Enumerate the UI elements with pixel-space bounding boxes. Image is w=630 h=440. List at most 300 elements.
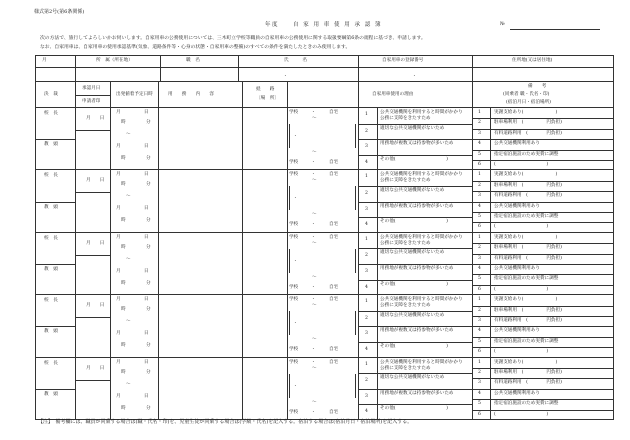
dep-minute-1: 分 xyxy=(146,120,151,125)
row-divider xyxy=(287,295,288,357)
remark-text-2-6: ( ) xyxy=(494,224,549,230)
route-school-end-4: 学校 xyxy=(289,347,299,353)
ret-minute-2: 分 xyxy=(146,218,151,224)
reason-check-5-4[interactable] xyxy=(378,405,380,419)
remark-text-3-2: 駐車場利用 ( 円負担) xyxy=(494,245,562,251)
remark-no-5-5: 5 xyxy=(478,401,481,407)
route-dot-start-1: ・ xyxy=(311,110,316,115)
remark-no-1-5: 5 xyxy=(478,151,481,157)
route-tilde-2-5: 〜 xyxy=(312,399,317,405)
route-dot-end-5: ・ xyxy=(311,409,316,415)
route-tilde-1-5: 〜 xyxy=(312,365,317,371)
remark-check-4-5[interactable] xyxy=(491,338,493,346)
reason-check-2-4[interactable] xyxy=(378,218,380,232)
col-remarks-sub1: (同乗者 職・氏名・印) xyxy=(503,92,550,97)
remark-text-3-4: 公共交通機関利用あり xyxy=(494,266,540,271)
route-dot-end-4: ・ xyxy=(311,347,316,353)
remark-check-3-2[interactable] xyxy=(491,244,493,252)
reason-check-2-1[interactable] xyxy=(378,171,380,185)
remark-check-5-2[interactable] xyxy=(491,369,493,377)
remark-rule xyxy=(472,212,614,213)
reason-rule xyxy=(358,264,472,265)
dep-time-5: 時 xyxy=(121,369,126,375)
col-affiliation: 所 属（所在地） xyxy=(96,58,133,63)
principal-label-1: 校 長 xyxy=(44,111,58,116)
reason-check-1-1[interactable] xyxy=(378,109,380,123)
document-number-line xyxy=(510,29,600,30)
reason-text-2-2: 適切な公共交通機関がないため xyxy=(380,188,445,193)
route-school-start-4: 学校 xyxy=(289,297,299,303)
ret-minute-5: 分 xyxy=(146,405,151,411)
route-tilde-2-4: 〜 xyxy=(312,337,317,343)
remark-check-5-5[interactable] xyxy=(491,400,493,408)
route-dot-mid-4: ・ xyxy=(293,321,298,327)
remark-text-2-1: 実謝支給あり( ) xyxy=(494,172,558,178)
remark-check-2-5[interactable] xyxy=(491,213,493,221)
remark-check-5-3[interactable] xyxy=(491,379,493,387)
approval-split xyxy=(35,202,75,203)
dep-minute-4: 分 xyxy=(146,307,151,313)
col-application-date: 承認月日 xyxy=(82,86,101,91)
route-dot-mid-2: ・ xyxy=(293,196,298,202)
remark-no-1-3: 3 xyxy=(478,130,481,136)
route-home-end-4: 自宅 xyxy=(329,347,339,353)
remark-rule xyxy=(472,316,614,317)
route-home-start-4: 自宅 xyxy=(329,297,339,303)
remark-check-3-5[interactable] xyxy=(491,275,493,283)
date-seal-split xyxy=(75,317,110,318)
route-place-bracket-2[interactable] xyxy=(289,186,356,210)
date-seal-split xyxy=(75,192,110,193)
reason-no-2-3: 3 xyxy=(365,206,368,212)
dep-tilde-5: 〜 xyxy=(126,381,131,387)
remark-check-1-6[interactable] xyxy=(491,161,493,169)
ret-day-1: 日 xyxy=(144,144,149,149)
dep-tilde-3: 〜 xyxy=(126,256,131,262)
affiliation-input[interactable] xyxy=(76,69,159,81)
route-home-end-5: 自宅 xyxy=(329,409,339,415)
col-address: 住所地(又は居住地) xyxy=(512,58,553,63)
header-divider xyxy=(75,55,76,68)
remark-no-5-1: 1 xyxy=(478,359,481,365)
principal-label-4: 校 長 xyxy=(44,298,58,304)
reason-text-5-2: 適切な公共交通機関がないため xyxy=(380,375,445,381)
remark-text-1-1: 実謝支給あり( ) xyxy=(494,110,558,115)
reason-check-1-3[interactable] xyxy=(378,140,380,154)
applicant-seal-input-5[interactable] xyxy=(76,390,109,419)
reason-no-5-2: 2 xyxy=(365,378,368,384)
remark-text-5-6: ( ) xyxy=(494,411,549,417)
header-divider xyxy=(472,55,473,68)
header-divider xyxy=(158,82,159,108)
head-teacher-label-2: 教 頭 xyxy=(44,204,58,210)
reason-no-2-1: 1 xyxy=(365,174,368,180)
remark-check-4-4[interactable] xyxy=(491,327,493,335)
route-home-end-1: 自宅 xyxy=(329,160,339,165)
reason-rule xyxy=(358,202,472,203)
reason-check-4-2[interactable] xyxy=(378,312,380,326)
ret-month-3: 月 xyxy=(116,268,121,274)
header-divider xyxy=(358,82,359,108)
reason-text-4-2: 適切な公共交通機関がないため xyxy=(380,312,445,318)
ret-month-1: 月 xyxy=(116,144,121,149)
remark-no-4-3: 3 xyxy=(478,318,481,323)
header-divider xyxy=(358,55,359,68)
remark-check-4-1[interactable] xyxy=(491,296,493,304)
reason-no-5-3: 3 xyxy=(365,393,368,399)
remark-rule xyxy=(472,337,614,338)
applicant-seal-input-2[interactable] xyxy=(76,202,109,231)
col-name: 氏 名 xyxy=(284,58,307,63)
route-home-start-1: 自宅 xyxy=(329,110,339,115)
remark-no-1-4: 4 xyxy=(478,141,481,147)
principal-label-3: 校 長 xyxy=(44,235,58,241)
reason-text2-3: 公務に支障をきたすため xyxy=(380,240,431,246)
remark-text-1-2: 駐車場利用 ( 円負担) xyxy=(494,120,562,126)
remark-text-3-6: ( ) xyxy=(494,286,549,292)
reason-text-2-1: 公共交通機関を利用すると時間がかかり xyxy=(380,172,463,178)
reason-check-3-2[interactable] xyxy=(378,249,380,263)
remark-check-1-4[interactable] xyxy=(491,140,493,148)
reason-check-5-1[interactable] xyxy=(378,359,380,373)
reason-no-3-4: 4 xyxy=(365,284,368,290)
reason-no-5-1: 1 xyxy=(365,361,368,367)
col-route: 経 路 xyxy=(256,87,275,92)
date-seal-split xyxy=(75,380,110,381)
reason-no-3-3: 3 xyxy=(365,269,368,274)
dep-month-4: 月 xyxy=(116,297,121,303)
reason-no-4-2: 2 xyxy=(365,315,368,321)
remark-check-3-1[interactable] xyxy=(491,234,493,242)
row-divider xyxy=(242,108,243,170)
reason-check-2-3[interactable] xyxy=(378,203,380,217)
business-input-4[interactable] xyxy=(159,296,241,356)
reason-text-1-3: 用務地が複数又は持参物が多いため xyxy=(380,141,454,147)
col-approval: 決 裁 xyxy=(44,92,58,97)
route-school-end-5: 学校 xyxy=(289,409,299,415)
row-divider xyxy=(110,233,111,295)
business-input-3[interactable] xyxy=(159,234,241,294)
remark-rule xyxy=(472,410,614,411)
ret-minute-1: 分 xyxy=(146,156,151,161)
route-place-bracket-5[interactable] xyxy=(289,374,356,398)
header-divider xyxy=(160,55,161,68)
remark-no-4-4: 4 xyxy=(478,328,481,334)
remark-rule xyxy=(472,368,614,369)
remark-check-4-6[interactable] xyxy=(491,348,493,356)
principal-seal-1[interactable] xyxy=(36,118,74,138)
row-divider xyxy=(242,358,243,420)
remark-rule xyxy=(472,202,614,203)
principal-seal-3[interactable] xyxy=(36,243,74,263)
route-dot-start-3: ・ xyxy=(311,234,316,240)
route-home-start-2: 自宅 xyxy=(329,172,339,178)
remark-text-3-5: 指定宿泊施設のため実費に調整 xyxy=(494,276,559,282)
reason-rule xyxy=(358,155,472,156)
remark-check-3-4[interactable] xyxy=(491,265,493,273)
name-separator: ・ xyxy=(283,74,288,79)
remark-no-1-1: 1 xyxy=(478,110,481,115)
remark-text-1-3: 有料道路利用 ( 円負担) xyxy=(494,130,562,136)
job-input[interactable] xyxy=(161,69,237,81)
dep-day-1: 日 xyxy=(144,110,149,115)
reason-text-1-4: その他( ) xyxy=(380,156,448,162)
remark-no-2-6: 6 xyxy=(478,224,481,230)
header-divider xyxy=(242,82,243,108)
dep-minute-3: 分 xyxy=(146,244,151,250)
route-school-start-1: 学校 xyxy=(289,110,299,115)
remark-rule xyxy=(472,181,614,182)
row-divider xyxy=(287,233,288,295)
applicant-seal-input-3[interactable] xyxy=(76,265,109,294)
route-school-start-5: 学校 xyxy=(289,359,299,365)
approval-split xyxy=(35,389,75,390)
remark-text-4-1: 実謝支給あり( ) xyxy=(494,297,558,303)
route-tilde-1-4: 〜 xyxy=(312,303,317,309)
reason-check-4-4[interactable] xyxy=(378,343,380,357)
head-teacher-seal-1[interactable] xyxy=(36,149,74,169)
reason-check-1-4[interactable] xyxy=(378,156,380,170)
remark-check-1-1[interactable] xyxy=(491,109,493,117)
date-seal-split xyxy=(75,255,110,256)
remark-text-2-5: 指定宿泊施設のため実費に調整 xyxy=(494,214,559,219)
business-input-1[interactable] xyxy=(159,109,241,169)
remark-check-2-3[interactable] xyxy=(491,192,493,200)
remark-no-3-2: 2 xyxy=(478,245,481,251)
dep-day-3: 日 xyxy=(144,234,149,240)
reason-rule xyxy=(358,280,472,281)
applicant-seal-input-4[interactable] xyxy=(76,327,109,356)
ret-time-4: 時 xyxy=(121,343,126,349)
reason-no-1-1: 1 xyxy=(365,112,368,117)
reason-no-5-4: 4 xyxy=(365,409,368,415)
remark-no-2-5: 5 xyxy=(478,214,481,219)
application-date-2: 月 日 xyxy=(86,178,105,184)
principal-seal-4[interactable] xyxy=(36,305,74,325)
remark-no-5-3: 3 xyxy=(478,380,481,386)
remark-no-5-2: 2 xyxy=(478,370,481,375)
col-departure: 出発値着予定日時 xyxy=(116,92,153,97)
date-seal-split xyxy=(75,130,110,131)
application-date-1: 月 日 xyxy=(86,116,105,121)
remark-check-1-2[interactable] xyxy=(491,119,493,127)
intro-line-2: なお、自家用車は、自家用車の使用承認基準(気象、道路条件等・心身の状態・自家用車の整備)のすべての条件を満たしたときのみ使用します。 xyxy=(40,45,351,50)
head-teacher-seal-5[interactable] xyxy=(36,399,74,419)
route-tilde-2-3: 〜 xyxy=(312,274,317,280)
dep-time-1: 時 xyxy=(121,120,126,125)
remark-rule xyxy=(472,306,614,307)
form-label: 様式第2号(第6条関係) xyxy=(34,9,85,15)
reason-check-3-4[interactable] xyxy=(378,281,380,295)
remark-check-5-6[interactable] xyxy=(491,411,493,419)
reason-text-2-4: その他( ) xyxy=(380,219,448,225)
remark-rule xyxy=(472,254,614,255)
remark-check-3-3[interactable] xyxy=(491,255,493,263)
route-tilde-2-1: 〜 xyxy=(312,150,317,155)
remark-rule xyxy=(472,264,614,265)
reason-check-3-1[interactable] xyxy=(378,234,380,248)
reason-text-1-2: 適切な公共交通機関がないため xyxy=(380,125,445,131)
ret-time-3: 時 xyxy=(121,280,126,286)
route-school-end-2: 学校 xyxy=(289,222,299,228)
reason-check-5-2[interactable] xyxy=(378,374,380,388)
remark-check-1-3[interactable] xyxy=(491,130,493,138)
remark-rule xyxy=(472,129,614,130)
row-divider xyxy=(110,358,111,420)
reason-no-4-1: 1 xyxy=(365,299,368,305)
document-number-label: № xyxy=(500,21,505,27)
reason-text2-4: 公務に支障をきたすため xyxy=(380,303,431,309)
remark-no-2-2: 2 xyxy=(478,182,481,188)
remark-no-3-6: 6 xyxy=(478,286,481,292)
route-place-bracket-1[interactable] xyxy=(289,124,356,148)
reason-text2-1: 公務に支障をきたすため xyxy=(380,116,431,121)
reason-no-3-1: 1 xyxy=(365,236,368,242)
address-input[interactable] xyxy=(473,69,613,81)
reason-text-4-3: 用務地が複数又は持参物が多いため xyxy=(380,328,454,334)
remark-text-4-5: 指定宿泊施設のため実費に調整 xyxy=(494,338,559,344)
remark-check-5-4[interactable] xyxy=(491,390,493,398)
header-divider xyxy=(238,55,239,68)
footnote: 【注】 備考欄には、職員が同乗する場合は(職・氏名・印)を、児童生徒が同乗する場合は(学級・氏名)を記入する。宿泊する場合は(宿泊月日・宿泊場所)を記入する。 xyxy=(38,419,413,425)
dep-minute-5: 分 xyxy=(146,369,151,375)
principal-seal-2[interactable] xyxy=(36,180,74,200)
remark-text-2-2: 駐車場利用 ( 円負担) xyxy=(494,182,562,188)
route-dot-end-2: ・ xyxy=(311,222,316,228)
remark-text-4-2: 駐車場利用 ( 円負担) xyxy=(494,307,562,313)
reason-text-2-3: 用務地が複数又は持参物が多いため xyxy=(380,203,454,209)
route-dot-start-4: ・ xyxy=(311,297,316,303)
route-home-end-3: 自宅 xyxy=(329,284,339,290)
col-job: 職 名 xyxy=(186,58,200,63)
remark-no-4-1: 1 xyxy=(478,297,481,303)
application-date-4: 月 日 xyxy=(86,303,105,309)
remark-text-5-5: 指定宿泊施設のため実費に調整 xyxy=(494,401,559,407)
remark-text-4-4: 公共交通機関利用あり xyxy=(494,328,540,334)
ret-time-5: 時 xyxy=(121,405,126,411)
header-divider xyxy=(110,82,111,108)
reason-text2-5: 公務に支障をきたすため xyxy=(380,365,431,371)
route-tilde-2-2: 〜 xyxy=(312,212,317,218)
remark-text-4-3: 有料道路利用 ( 円負担) xyxy=(494,318,562,323)
route-school-end-3: 学校 xyxy=(289,284,299,290)
head-teacher-label-4: 教 頭 xyxy=(44,329,58,335)
remark-text-3-1: 実謝支給あり( ) xyxy=(494,234,558,240)
remark-no-3-5: 5 xyxy=(478,276,481,282)
reason-check-5-3[interactable] xyxy=(378,390,380,404)
reason-check-4-1[interactable] xyxy=(378,296,380,310)
ret-day-2: 日 xyxy=(144,206,149,212)
row-divider xyxy=(110,170,111,232)
reason-rule xyxy=(358,186,472,187)
remark-check-2-4[interactable] xyxy=(491,203,493,211)
remark-rule xyxy=(472,160,614,161)
dep-tilde-1: 〜 xyxy=(126,132,131,137)
reason-check-3-3[interactable] xyxy=(378,265,380,279)
principal-seal-5[interactable] xyxy=(36,368,74,388)
row-divider xyxy=(110,295,111,357)
approval-split xyxy=(35,139,75,140)
dep-time-3: 時 xyxy=(121,244,126,250)
remark-no-3-3: 3 xyxy=(478,255,481,261)
route-school-end-1: 学校 xyxy=(289,160,299,165)
dep-month-2: 月 xyxy=(116,172,121,178)
route-dot-mid-5: ・ xyxy=(293,383,298,389)
reason-no-2-2: 2 xyxy=(365,191,368,196)
dep-day-2: 日 xyxy=(144,172,149,178)
header-divider xyxy=(287,82,288,108)
header-divider xyxy=(472,82,473,108)
remark-no-4-5: 5 xyxy=(478,338,481,344)
intro-line-1: 次の方法で、旅行してよろしいかお伺いします。自家用車の公務使用については、三木町立学校等職員の自家用車の公務使用に関する取扱要綱第6条の規程に基づき、申請します。 xyxy=(40,36,426,41)
reason-check-1-2[interactable] xyxy=(378,125,380,139)
remark-rule xyxy=(472,285,614,286)
reason-rule xyxy=(358,311,472,312)
route-dot-end-3: ・ xyxy=(311,284,316,290)
reason-check-4-3[interactable] xyxy=(378,327,380,341)
remark-no-2-1: 1 xyxy=(478,172,481,178)
reason-no-4-3: 3 xyxy=(365,331,368,337)
remark-text-1-6: ( ) xyxy=(494,162,549,167)
approval-split xyxy=(35,264,75,265)
reason-no-2-4: 4 xyxy=(365,222,368,228)
remark-no-2-3: 3 xyxy=(478,193,481,199)
remark-text-1-5: 指定宿泊施設のため実費に調整 xyxy=(494,151,559,157)
remark-check-2-1[interactable] xyxy=(491,171,493,179)
col-business: 用 務 内 容 xyxy=(168,92,214,97)
remark-check-2-2[interactable] xyxy=(491,182,493,190)
remark-text-1-4: 公共交通機関利用あり xyxy=(494,141,540,147)
reason-text-5-4: その他( ) xyxy=(380,406,448,412)
ret-month-5: 月 xyxy=(116,393,121,399)
head-teacher-seal-2[interactable] xyxy=(36,212,74,232)
route-place-bracket-4[interactable] xyxy=(289,311,356,335)
business-input-2[interactable] xyxy=(159,171,241,231)
head-teacher-label-1: 教 頭 xyxy=(44,142,58,148)
ret-time-1: 時 xyxy=(121,156,126,161)
application-date-5: 月 日 xyxy=(86,365,105,371)
application-date-3: 月 日 xyxy=(86,240,105,246)
dep-day-5: 日 xyxy=(144,359,149,365)
col-remarks: 備 考 xyxy=(528,84,547,89)
ret-month-4: 月 xyxy=(116,331,121,337)
applicant-seal-input-1[interactable] xyxy=(76,140,109,169)
reason-check-2-2[interactable] xyxy=(378,187,380,201)
remark-check-4-3[interactable] xyxy=(491,317,493,325)
reason-text-4-4: その他( ) xyxy=(380,344,448,349)
reason-no-3-2: 2 xyxy=(365,253,368,259)
remark-text-2-3: 有料道路利用 ( 円負担) xyxy=(494,193,562,199)
name-input[interactable] xyxy=(239,69,357,81)
head-teacher-seal-3[interactable] xyxy=(36,274,74,294)
route-place-bracket-3[interactable] xyxy=(289,249,356,273)
remark-no-3-4: 4 xyxy=(478,266,481,271)
head-teacher-seal-4[interactable] xyxy=(36,336,74,356)
route-dot-start-5: ・ xyxy=(311,359,316,365)
row-divider xyxy=(287,170,288,232)
remark-check-5-1[interactable] xyxy=(491,359,493,367)
dep-day-4: 日 xyxy=(144,297,149,303)
remark-rule xyxy=(472,389,614,390)
reason-no-1-2: 2 xyxy=(365,128,368,134)
col-reason: 自家用車使用の理由 xyxy=(372,92,414,97)
remark-check-3-6[interactable] xyxy=(491,286,493,294)
remark-check-4-2[interactable] xyxy=(491,307,493,315)
remark-check-2-6[interactable] xyxy=(491,223,493,231)
remark-check-1-5[interactable] xyxy=(491,151,493,159)
business-input-5[interactable] xyxy=(159,359,241,419)
row-divider xyxy=(242,233,243,295)
